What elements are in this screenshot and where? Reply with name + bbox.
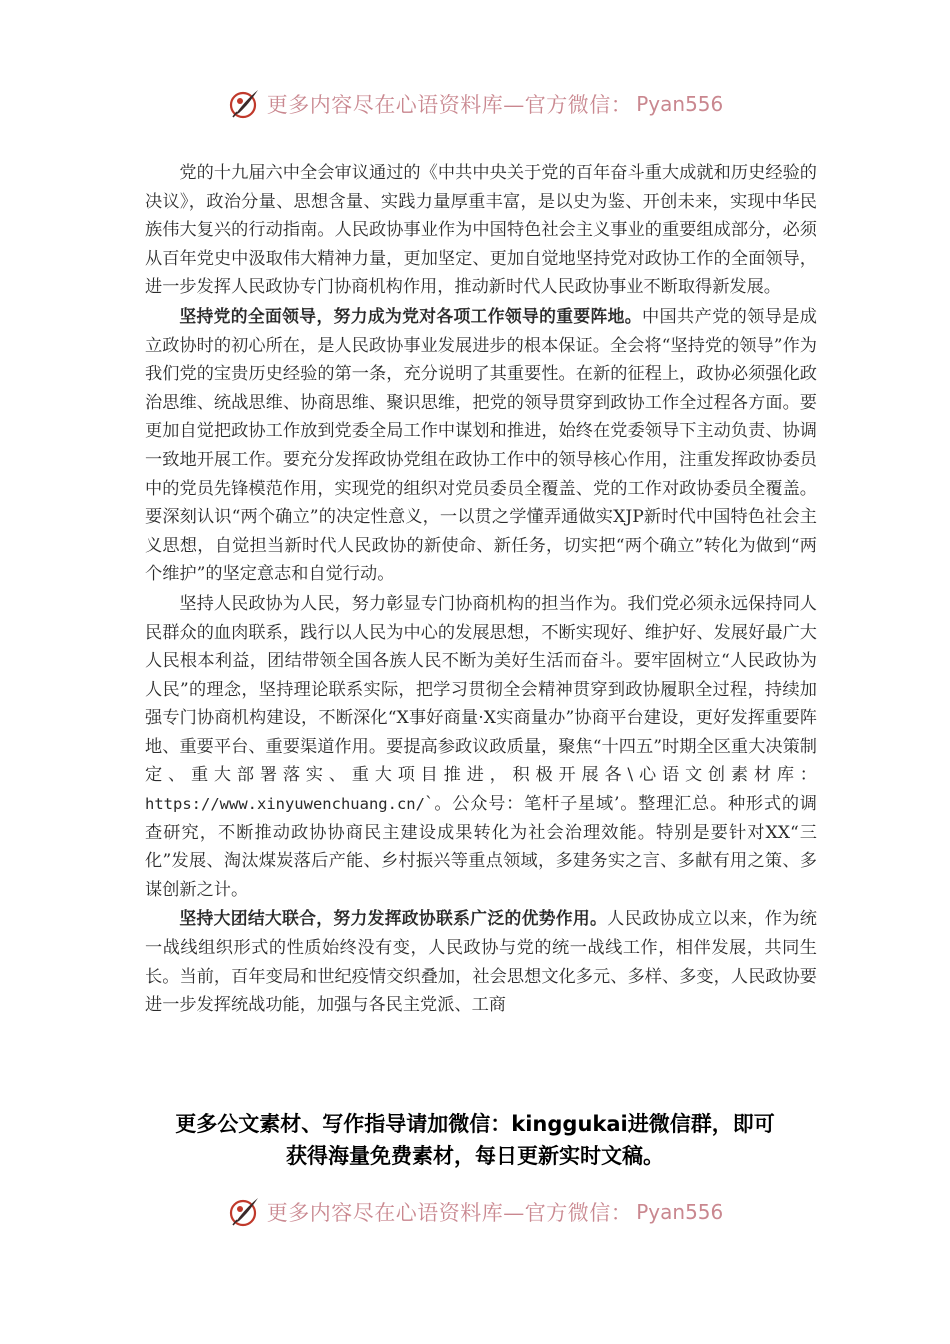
- article-body: [145, 158, 817, 1020]
- promo-notice: [0, 1108, 950, 1172]
- header-banner-text: 更多内容尽在心语资料库—官方微信：: [266, 93, 633, 117]
- promo-notice-line-2: 获得海量免费素材，每日更新实时文稿。: [286, 1144, 664, 1168]
- footer-banner-wechat-id: Pyan556: [636, 1200, 724, 1224]
- paragraph-3-tail: `。公众号：笔杆子星域’。整理汇总。种形式的调查研究，不断推动政协协商民主建设成果转化为社会治理效能。特别是要针对XX“三化”发展、淘汰煤炭落后产能、乡村振兴等重点领域，多建务实之言、多献有用之策、多谋创新之计。: [145, 794, 817, 900]
- paragraph-4: [145, 904, 817, 1019]
- paragraph-2-lead: 坚持党的全面领导，努力成为党对各项工作领导的重要阵地。: [179, 305, 642, 326]
- quill-logo-icon: [227, 1195, 261, 1229]
- paragraph-3: [145, 589, 817, 905]
- paragraph-3-body: 坚持人民政协为人民，努力彰显专门协商机构的担当作为。我们党必须永远保持同人民群众的血肉联系，践行以人民为中心的发展思想，不断实现好、维护好、发展好最广大人民根本利益，团结带领全国各族人民不断为美好生活而奋斗。要牢固树立“人民政协为人民”的理念，坚持理论联系实际，把学习贯彻全会精神贯穿到政协履职全过程，持续加强专门协商机构建设，不断深化“X事好商量·X实商量办”协商平台建设，更好发挥重要阵地、重要平台、重要渠道作用。要提高参政议政质量，聚焦“十四五”时期全区重大决策制定、重大部署落实、重大项目推进，积极开展各\心语文创素材库：: [145, 593, 817, 786]
- paragraph-2: [145, 302, 817, 589]
- header-banner-wechat-id: Pyan556: [636, 92, 724, 116]
- paragraph-4-lead: 坚持大团结大联合，努力发挥政协联系广泛的优势作用。: [179, 908, 608, 929]
- promo-notice-line-1: 更多公文素材、写作指导请加微信：kinggukai进微信群，即可: [175, 1112, 775, 1136]
- paragraph-4-body: 人民政协成立以来，作为统一战线组织形式的性质始终没有变，人民政协与党的统一战线工作，相伴发展，共同生长。当前，百年变局和世纪疫情交织叠加，社会思想文化多元、多样、多变，人民政协要进一步发挥统战功能，加强与各民主党派、工商: [145, 909, 817, 1016]
- paragraph-3-url: https://www.xinyuwenchuang.cn/: [145, 795, 425, 814]
- paragraph-2-body: 中国共产党的领导是成立政协时的初心所在，是人民政协事业发展进步的根本保证。全会将“坚持党的领导”作为我们党的宝贵历史经验的第一条，充分说明了其重要性。在新的征程上，政协必须强化政治思维、统战思维、协商思维、聚识思维，把党的领导贯穿到政协工作全过程各方面。要更加自觉把政协工作放到党委全局工作中谋划和推进，始终在党委领导下主动负责、协调一致地开展工作。要充分发挥政协党组在政协工作中的领导核心作用，注重发挥政协委员中的党员先锋模范作用，实现党的组织对党员委员全覆盖、党的工作对政协委员全覆盖。要深刻认识“两个确立”的决定性意义，一以贯之学懂弄通做实XJP新时代中国特色社会主义思想，自觉担当新时代人民政协的新使命、新任务，切实把“两个确立”转化为做到“两个维护”的坚定意志和自觉行动。: [145, 306, 817, 585]
- header-banner: [0, 84, 950, 124]
- paragraph-1-body: 党的十九届六中全会审议通过的《中共中央关于党的百年奋斗重大成就和历史经验的决议》，政治分量、思想含量、实践力量厚重丰富，是以史为鉴、开创未来，实现中华民族伟大复兴的行动指南。人民政协事业作为中国特色社会主义事业的重要组成部分，必须从百年党史中汲取伟大精神力量，更加坚定、更加自觉地坚持党对政协工作的全面领导，进一步发挥人民政协专门协商机构作用，推动新时代人民政协事业不断取得新发展。: [145, 163, 817, 298]
- quill-logo-icon: [227, 87, 261, 121]
- paragraph-1: [145, 158, 817, 302]
- footer-banner-text: 更多内容尽在心语资料库—官方微信：: [266, 1201, 633, 1225]
- footer-banner: [0, 1192, 950, 1232]
